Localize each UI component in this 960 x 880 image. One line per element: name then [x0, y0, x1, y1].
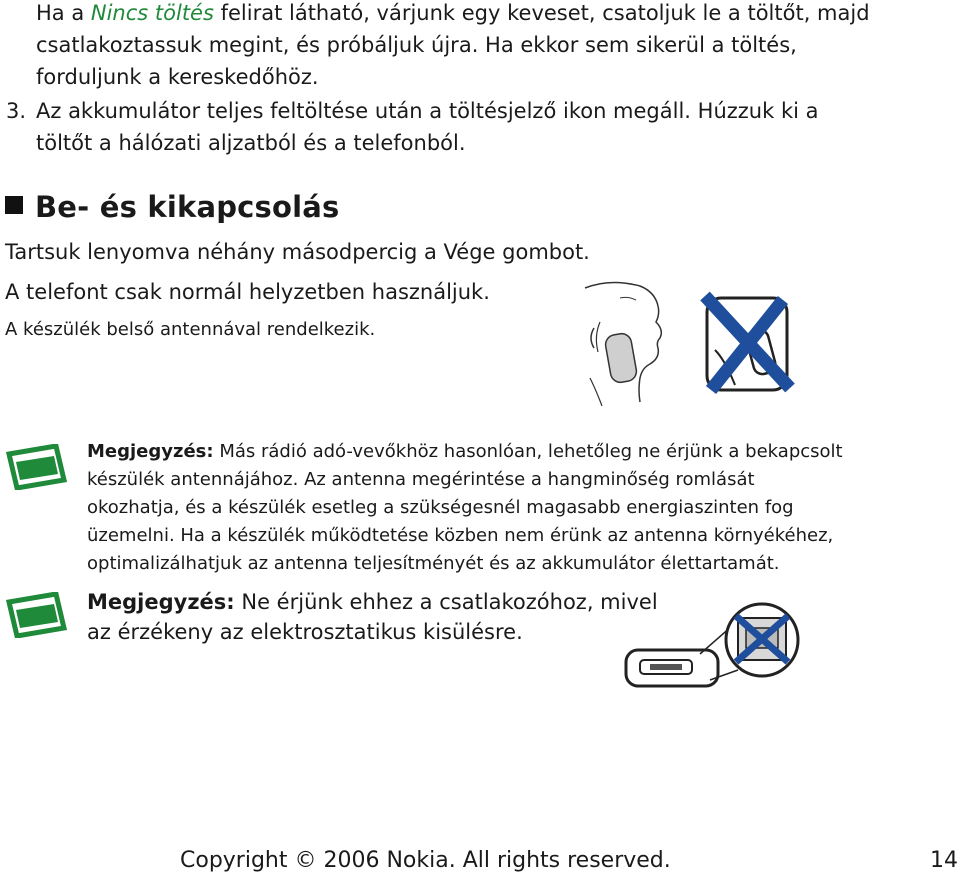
list-item-line-2: töltőt a hálózati aljzatból és a telefonból.	[36, 131, 466, 155]
section-para-1: Tartsuk lenyomva néhány másodpercig a Vége gombot.	[5, 240, 590, 264]
note-1-line-1	[87, 438, 843, 466]
connector-cross-illustration	[620, 600, 805, 692]
phone-head-illustration	[580, 278, 680, 408]
note-icon	[6, 444, 68, 490]
intro-line-1	[36, 0, 870, 29]
note-2-line-1-text: Ne érjünk ehhez a csatlakozóhoz, mivel	[234, 590, 658, 614]
note-1-line-3: okozhatja, és a készülék esetleg a szükségesnél magasabb energiaszinten fog	[87, 497, 794, 518]
note-1-line-2: készülék antennájához. Az antenna megérintése a hangminőség romlását	[87, 469, 755, 490]
nincs-toltes-highlight: Nincs töltés	[90, 1, 214, 25]
note-2-line-2: az érzékeny az elektrosztatikus kisülésre.	[87, 620, 523, 644]
page-number: 14	[930, 848, 958, 873]
section-heading-text: Be- és kikapcsolás	[35, 190, 340, 224]
list-item-line-1: Az akkumulátor teljes feltöltése után a töltésjelző ikon megáll. Húzzuk ki a	[36, 99, 819, 123]
heading-bullet-square	[5, 196, 23, 214]
note-1-line-4: üzemelni. Ha a készülék működtetése közben nem érünk az antenna környékéhez,	[87, 525, 834, 546]
intro-line-1-suffix: felirat látható, várjunk egy keveset, csatoljuk le a töltőt, majd	[213, 1, 870, 25]
section-para-2: A telefont csak normál helyzetben használjuk.	[5, 280, 490, 304]
note-1-line-5: optimalizálhatjuk az antenna teljesítményét és az akkumulátor élettartamát.	[87, 553, 780, 574]
intro-line-3: forduljunk a kereskedőhöz.	[36, 65, 319, 89]
intro-line-2: csatlakoztassuk megint, és próbáljuk újra. Ha ekkor sem sikerül a töltés,	[36, 33, 797, 57]
section-para-3: A készülék belső antennával rendelkezik.	[5, 319, 376, 340]
intro-line-1-prefix: Ha a	[36, 1, 91, 25]
note-2-line-1	[87, 587, 658, 618]
copyright-footer: Copyright © 2006 Nokia. All rights reserved.	[180, 848, 671, 873]
note-icon	[6, 592, 68, 638]
note-1-label: Megjegyzés:	[87, 441, 214, 462]
list-item-number: 3.	[6, 99, 27, 123]
phone-cross-illustration	[695, 290, 800, 395]
note-1-line-1-text: Más rádió adó-vevőkhöz hasonlóan, lehetőleg ne érjünk a bekapcsolt	[213, 441, 843, 462]
section-heading	[5, 190, 340, 224]
note-2-label: Megjegyzés:	[87, 590, 235, 614]
